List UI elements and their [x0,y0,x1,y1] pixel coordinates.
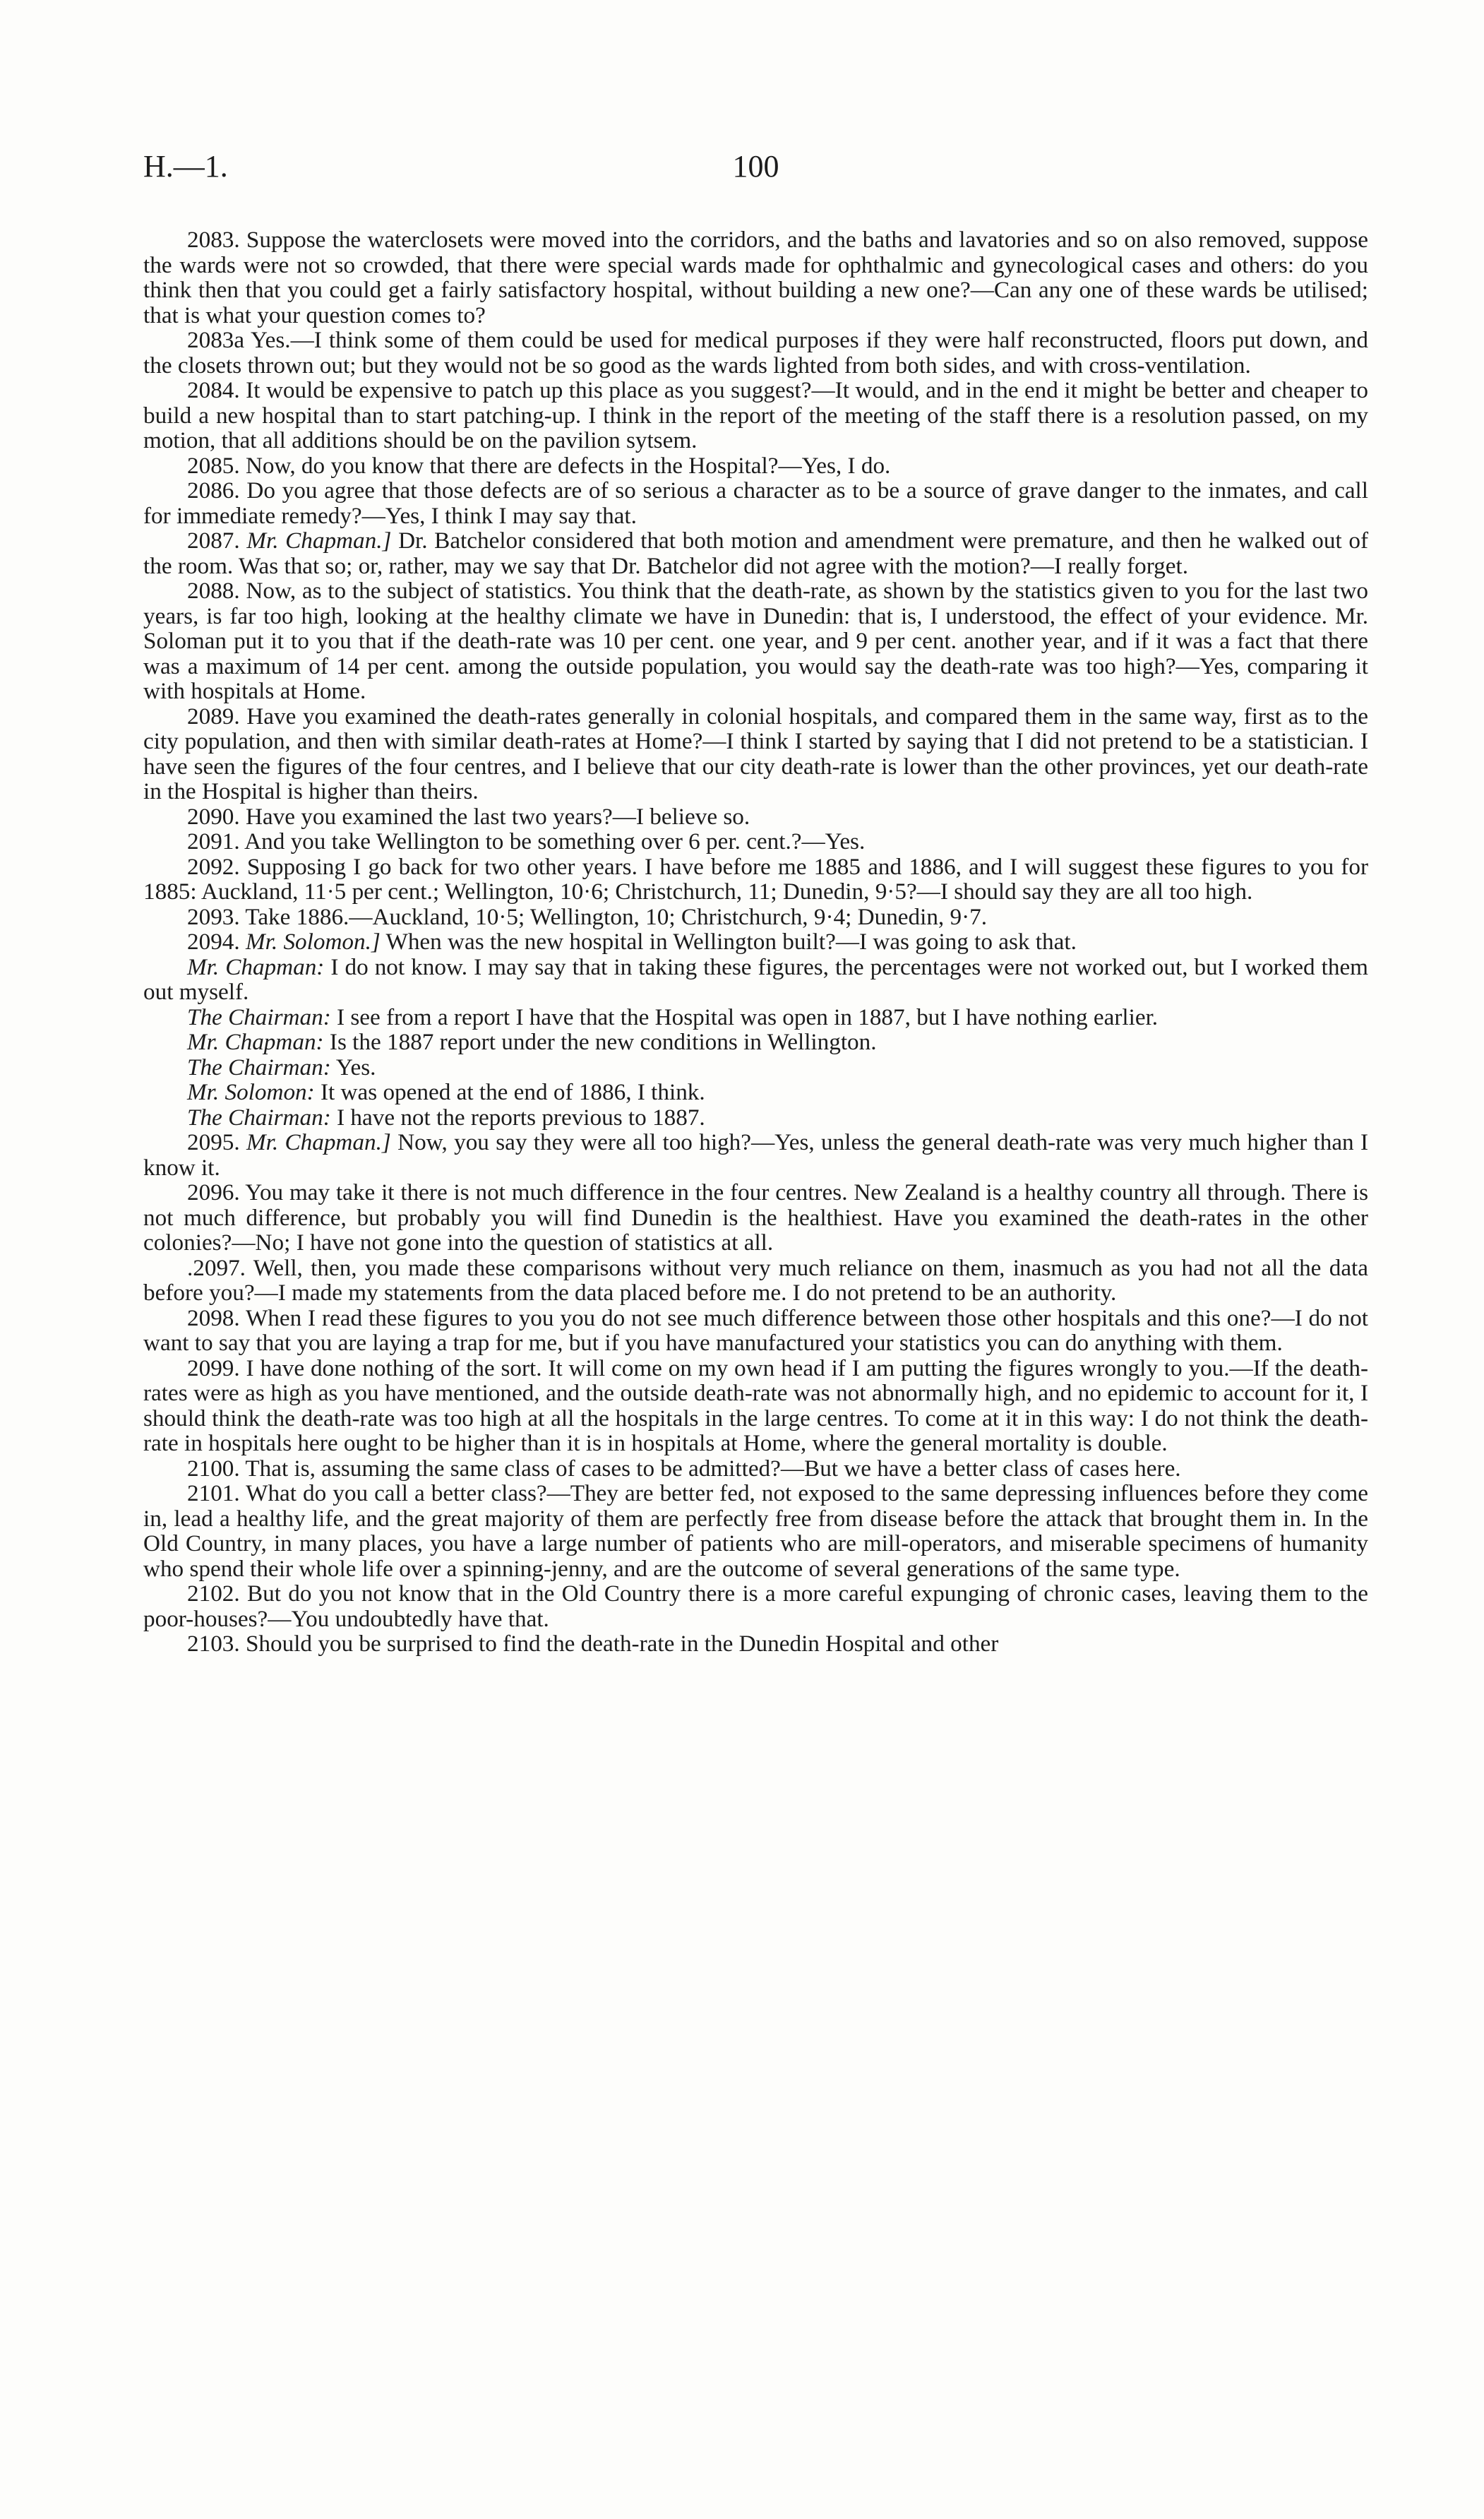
question-number: 2088. [187,578,240,604]
paragraph-text: Should you be surprised to find the death-rate in the Dunedin Hospital and other [245,1631,999,1657]
speaker-name: Mr. Chapman.] [246,1129,391,1155]
paragraph-text: You may take it there is not much difference in the four centres. New Zealand is a healthy country all through. There is not much difference, but probably you will find Dunedin is the healthiest. Have you examined the death-rates in the other colonies?—No; I have not gone into the question of statistics at all. [143,1179,1368,1256]
question-number: 2089. [187,703,240,730]
question-number: 2094. [187,929,240,955]
paragraph-text: I have done nothing of the sort. It will come on my own head if I am putting the figures wrongly to you.—If the death-rates were as high as you have mentioned, and the outside death-rate was not abnormally high, and no epidemic to account for it, I should think the death-rate was too high at all the hospitals in the large centres. To come at it in this way: I do not think the death-rate in hospitals here ought to be higher than it is in hospitals at Home, where the general mortality is double. [143,1354,1368,1456]
question-number: 2090. [187,803,240,830]
question-number: 2083. [187,227,240,253]
paragraph [143,1306,1368,1356]
paragraph-text: That is, assuming the same class of cases to be admitted?—But we have a better class of cases here. [245,1455,1181,1482]
paragraph-text: Do you agree that those defects are of so serious a character as to be a source of grave danger to the inmates, and call for immediate remedy?—Yes, I think I may say that. [143,477,1369,529]
question-number: 2091. [187,828,240,854]
paragraph [143,1456,1368,1482]
paragraph-text: Now, you say they were all too high?—Yes, unless the general death-rate was very much higher than I know it. [143,1129,1369,1181]
paragraph-text: I see from a report I have that the Hospital was open in 1887, but I have nothing earlier. [337,1004,1159,1030]
speaker-name: The Chairman: [187,1104,331,1131]
paragraph [143,378,1368,453]
question-number: 2095. [187,1129,240,1155]
speaker-name: The Chairman: [187,1054,331,1080]
question-number: 2100. [187,1455,240,1482]
speaker-name: Mr. Solomon: [187,1079,315,1105]
question-number: 2092. [187,853,240,880]
paragraph [143,704,1368,804]
document-body [143,227,1368,1657]
paragraph-text: I have not the reports previous to 1887. [337,1104,705,1131]
paragraph-text: Suppose the waterclosets were moved into the corridors, and the baths and lavatories and so on also removed, suppose the wards were not so crowded, that there were special wards made for ophthalmic and gynecological cases and others: do you think then that you could get a fairly satisfactory hospital, without building a new one?—Can any one of these wards be utilised; that is what your question comes to? [143,227,1369,328]
document-code: H.—1. [143,149,228,184]
page-number: 100 [732,149,779,184]
question-number: 2103. [187,1631,240,1657]
speaker-name: Mr. Chapman.] [246,528,392,554]
paragraph-text: Well, then, you made these comparisons without very much reliance on them, inasmuch as you had not all the data before you?—I made my statements from the data placed before me. I do not pretend to be an authority. [143,1254,1368,1306]
paragraph [143,1481,1368,1581]
paragraph [143,804,1368,830]
paragraph-text: Now, as to the subject of statistics. You think that the death-rate, as shown by the statistics given to you for the last two years, is far too high, looking at the healthy climate we have in Dunedin: that is, I understood, the effect of your evidence. Mr. Soloman put it to you that if the death-rate was 10 per cent. one year, and 9 per cent. another year, and if it was a fact that there was a maximum of 14 per cent. among the outside population, you would say the death-rate was too high?—Yes, comparing it with hospitals at Home. [143,578,1369,704]
question-number: 2087. [187,528,240,554]
question-number: 2085. [187,452,240,479]
paragraph-text: When was the new hospital in Wellington built?—I was going to ask that. [385,929,1077,955]
paragraph-text: Now, do you know that there are defects in the Hospital?—Yes, I do. [245,452,891,479]
paragraph [143,1631,1368,1657]
paragraph-text: Have you examined the death-rates generally in colonial hospitals, and compared them in the same way, first as to the city population, and then with similar death-rates at Home?—I think I started by saying that I did not pretend to be a statistician. I have seen the figures of the four centres, and I believe that our city death-rate is lower than the other provinces, yet our death-rate in the Hospital is higher than theirs. [143,703,1369,804]
paragraph [143,1356,1368,1456]
paragraph-text: When I read these figures to you you do not see much difference between those other hospitals and this one?—I do not want to say that you are laying a trap for me, but if you have manufactured your statistics you can do anything with them. [143,1304,1369,1356]
paragraph [143,528,1368,578]
question-number: 2099. [187,1354,240,1381]
paragraph [143,1030,1368,1055]
question-number: 2101. [187,1480,240,1506]
paragraph [143,905,1368,930]
paragraph [143,1130,1368,1180]
paragraph-text: And you take Wellington to be something over 6 per. cent.?—Yes. [244,828,866,854]
question-number: .2097. [187,1254,246,1281]
question-number: 2093. [187,903,240,930]
question-number: 2096. [187,1179,240,1205]
paragraph-text: It would be expensive to patch up this place as you suggest?—It would, and in the end it might be better and cheaper to build a new hospital than to start patching-up. I think in the report of the meeting of the staff there is a resolution passed, on my motion, that all additions should be on the pavilion sytsem. [143,377,1368,453]
question-number: 2098. [187,1304,240,1331]
paragraph-text: Dr. Batchelor considered that both motion and amendment were premature, and then he walked out of the room. Was that so; or, rather, may we say that Dr. Batchelor did not agree with the motion?—I really forget. [143,528,1368,579]
paragraph-text: But do you not know that in the Old Country there is a more careful expunging of chronic cases, leaving them to the poor-houses?—You undoubtedly have that. [143,1580,1368,1632]
paragraph [143,1105,1368,1131]
paragraph [143,1581,1368,1631]
paragraph [143,227,1368,328]
paragraph [143,478,1368,528]
paragraph [143,1055,1368,1080]
speaker-name: Mr. Solomon.] [245,929,381,955]
paragraph-text: Is the 1887 report under the new conditions in Wellington. [329,1029,877,1055]
question-number: 2084. [187,377,240,403]
paragraph [143,854,1368,905]
paragraph-text: What do you call a better class?—They are better fed, not exposed to the same depressing influences before they come in, lead a healthy life, and the great majority of them are perfectly free from disease before the attack that brought them in. In the Old Country, in many places, you have a large number of patients who are mill-operators, and miserable specimens of humanity who spend their whole life over a spinning-jenny, and are the outcome of several generations of the same type. [143,1480,1369,1582]
paragraph [143,1080,1368,1105]
speaker-name: Mr. Chapman: [187,1029,324,1055]
paragraph [143,1005,1368,1030]
paragraph-text: It was opened at the end of 1886, I think. [320,1079,705,1105]
question-number: 2102. [187,1580,240,1607]
paragraph [143,955,1368,1005]
speaker-name: The Chairman: [187,1004,331,1030]
paragraph [143,829,1368,854]
paragraph [143,1180,1368,1256]
paragraph-text: Yes. [335,1054,376,1080]
paragraph [143,1256,1368,1306]
paragraph-text: Supposing I go back for two other years. I have before me 1885 and 1886, and I will suggest these figures to you for 1885: Auckland, 11·5 per cent.; Wellington, 10·6; Christchurch, 11; Dunedin, 9·5?—I should say they are all too high. [143,853,1369,905]
paragraph-text: I do not know. I may say that in taking these figures, the percentages were not worked out, but I worked them out myself. [143,953,1368,1005]
speaker-name: Mr. Chapman: [187,953,325,980]
paragraph [143,929,1368,955]
question-number: 2086. [187,477,240,504]
paragraph [143,578,1368,704]
page-header [143,148,1368,198]
question-number: 2083a [187,327,245,353]
paragraph-text: Take 1886.—Auckland, 10·5; Wellington, 10; Christchurch, 9·4; Dunedin, 9·7. [245,903,988,930]
paragraph [143,328,1368,378]
paragraph [143,453,1368,479]
paragraph-text: Have you examined the last two years?—I believe so. [245,803,750,830]
paragraph-text: Yes.—I think some of them could be used for medical purposes if they were half reconstructed, floors put down, and the closets thrown out; but they would not be so good as the wards lighted from both sides, and with cross-ventilation. [143,327,1368,379]
